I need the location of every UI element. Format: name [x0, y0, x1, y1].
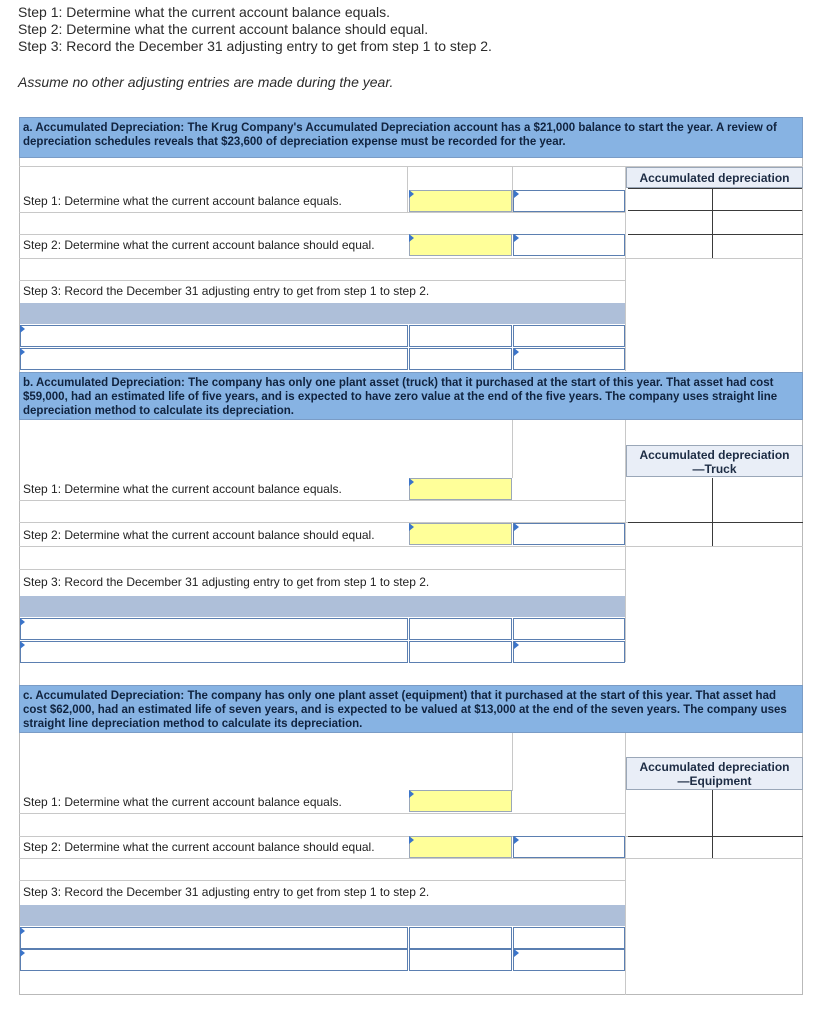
section-c-taccount-title-line1: Accumulated depreciation — [639, 760, 790, 774]
section-c-step1-label: Step 1: Determine what the current account balance equals. — [23, 795, 342, 809]
section-b-taccount-debit[interactable] — [628, 501, 712, 522]
section-a-taccount-title: Accumulated depreciation — [626, 167, 803, 188]
intro-step3: Step 3: Record the December 31 adjusting entry to get from step 1 to step 2. — [18, 38, 492, 54]
section-b-step2-label: Step 2: Determine what the current account balance should equal. — [23, 528, 375, 542]
section-b-step1-amount-input[interactable] — [409, 478, 512, 500]
intro-assumption: Assume no other adjusting entries are made during the year. — [18, 74, 394, 90]
section-a-taccount-top — [628, 188, 802, 211]
section-b-step3-label: Step 3: Record the December 31 adjusting entry to get from step 1 to step 2. — [23, 575, 430, 589]
section-c-step3-label: Step 3: Record the December 31 adjusting entry to get from step 1 to step 2. — [23, 885, 430, 899]
section-a-journal-account1-input[interactable] — [20, 325, 408, 347]
section-c-taccount-title-line2: —Equipment — [677, 774, 752, 788]
section-a-step2-label: Step 2: Determine what the current account balance should equal. — [23, 238, 375, 252]
section-b-journal-amount1-input[interactable] — [409, 618, 512, 640]
section-c-step1-amount-input[interactable] — [409, 790, 512, 812]
section-c-journal-account1-input[interactable] — [20, 927, 408, 949]
section-b-journal-header — [20, 596, 625, 617]
section-c-step2-side-select[interactable] — [513, 836, 625, 858]
section-a-step2-amount-input[interactable] — [409, 234, 512, 256]
section-c-journal-amount1-input[interactable] — [409, 927, 512, 949]
section-a-header: a. Accumulated Depreciation: The Krug Company's Accumulated Depreciation account has a $21,000 balance to start the year. A review of depreciation schedules reveals that $23,600 of depreciation expense must be recorded for the year. — [19, 117, 803, 158]
section-c-journal-amount1b-input[interactable] — [513, 927, 625, 949]
section-b-journal-amount2-input[interactable] — [409, 641, 512, 663]
section-c-journal-amount2-input[interactable] — [409, 949, 512, 971]
section-c-step2-label: Step 2: Determine what the current account balance should equal. — [23, 840, 375, 854]
section-b-journal-account2-input[interactable] — [20, 641, 408, 663]
section-a-step3-label: Step 3: Record the December 31 adjusting entry to get from step 1 to step 2. — [23, 284, 430, 298]
section-a-journal-amount2-input[interactable] — [409, 348, 512, 370]
section-b-taccount-credit[interactable] — [713, 501, 802, 522]
section-c-taccount-credit[interactable] — [713, 814, 802, 836]
section-b-taccount-title — [626, 445, 803, 477]
section-a-journal-account2-input[interactable] — [20, 348, 408, 370]
section-a-step1-amount-input[interactable] — [409, 190, 512, 212]
section-b-taccount-title-line1: Accumulated depreciation — [639, 448, 790, 462]
section-a-journal-amount1-input[interactable] — [409, 325, 512, 347]
section-c-journal-account2-input[interactable] — [20, 949, 408, 971]
section-a-journal-header — [20, 303, 625, 324]
section-b-journal-amount2b-input[interactable] — [513, 641, 625, 663]
section-a-taccount-debit[interactable] — [628, 212, 712, 234]
section-c-journal-header — [20, 905, 625, 926]
section-c-taccount-title — [626, 757, 803, 790]
section-b-journal-amount1b-input[interactable] — [513, 618, 625, 640]
section-b-header: b. Accumulated Depreciation: The company has only one plant asset (truck) that it purchased at the start of this year. That asset had cost $59,000, had an estimated life of five years, and is expected to have zero value at the end of the five years. The company uses straight line depreciation method to calculate its depreciation. — [19, 372, 803, 420]
intro-step2: Step 2: Determine what the current account balance should equal. — [18, 21, 429, 37]
section-a-taccount-credit[interactable] — [713, 212, 802, 234]
section-a-step2-side-select[interactable] — [513, 234, 625, 256]
section-a-step1-side-select[interactable] — [513, 190, 625, 212]
section-b-step2-side-select[interactable] — [513, 523, 625, 545]
section-b-journal-account1-input[interactable] — [20, 618, 408, 640]
section-b-step1-label: Step 1: Determine what the current account balance equals. — [23, 482, 342, 496]
section-a-journal-amount1b-input[interactable] — [513, 325, 625, 347]
section-c-header: c. Accumulated Depreciation: The company has only one plant asset (equipment) that it purchased at the start of this year. That asset had cost $62,000, had an estimated life of seven years, and is expected to be valued at $13,000 at the end of the seven years. The company uses straight line depreciation method to calculate its depreciation. — [19, 685, 803, 733]
section-a-journal-amount2b-input[interactable] — [513, 348, 625, 370]
section-c-step2-amount-input[interactable] — [409, 836, 512, 858]
section-a-step1-label: Step 1: Determine what the current account balance equals. — [23, 194, 342, 208]
section-b-taccount-title-line2: —Truck — [692, 462, 737, 476]
section-c-taccount-debit[interactable] — [628, 814, 712, 836]
section-c-journal-amount2b-input[interactable] — [513, 949, 625, 971]
intro-step1: Step 1: Determine what the current account balance equals. — [18, 4, 390, 20]
section-b-step2-amount-input[interactable] — [409, 523, 512, 545]
